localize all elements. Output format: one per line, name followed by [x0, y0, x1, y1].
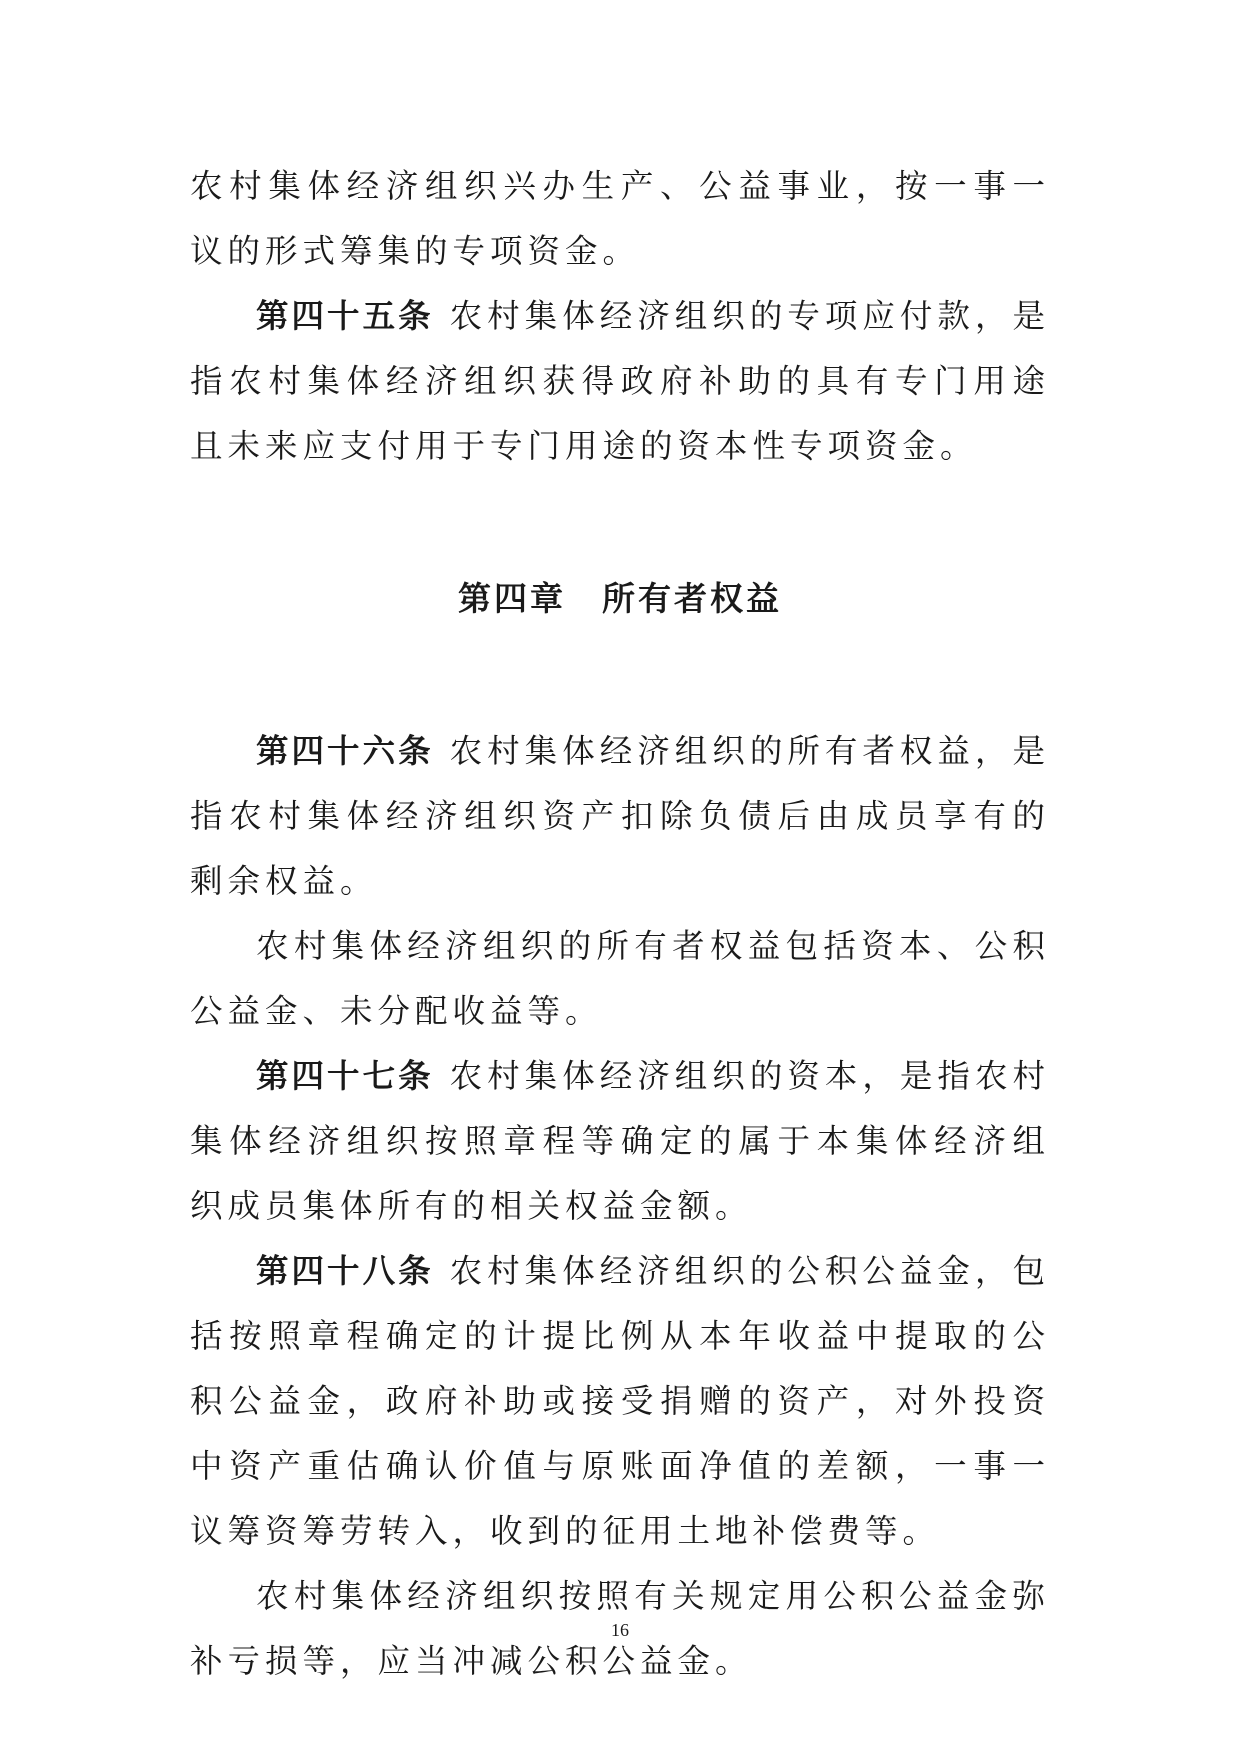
article-46-paragraph	[190, 719, 1050, 914]
article-text: 农村集体经济组织的公积公益金，包括按照章程确定的计提比例从本年收益中提取的公积公益金，政府补助或接受捐赠的资产，对外投资中资产重估确认价值与原账面净值的差额，一事一议筹资筹劳转入，收到的征用土地补偿费等。	[190, 1252, 1050, 1550]
page-body	[190, 154, 1050, 1694]
article-number: 第四十六条	[256, 732, 434, 770]
article-number: 第四十八条	[256, 1252, 434, 1290]
article-text: 农村集体经济组织的专项应付款，是指农村集体经济组织获得政府补助的具有专门用途且未来应支付用于专门用途的资本性专项资金。	[190, 297, 1050, 465]
continuation-paragraph	[190, 154, 1050, 284]
article-47-paragraph	[190, 1044, 1050, 1239]
article-text: 农村集体经济组织的所有者权益，是指农村集体经济组织资产扣除负债后由成员享有的剩余权益。	[190, 732, 1050, 900]
page-number: 16	[611, 1620, 629, 1640]
paragraph-text: 农村集体经济组织兴办生产、公益事业，按一事一议的形式筹集的专项资金。	[190, 167, 1050, 270]
paragraph-text: 农村集体经济组织的所有者权益包括资本、公积公益金、未分配收益等。	[190, 927, 1050, 1030]
article-number: 第四十七条	[256, 1057, 434, 1095]
article-45-paragraph	[190, 284, 1050, 479]
plain-paragraph	[190, 914, 1050, 1044]
article-text: 农村集体经济组织的资本，是指农村集体经济组织按照章程等确定的属于本集体经济组织成员集体所有的相关权益金额。	[190, 1057, 1050, 1225]
chapter-heading: 第四章 所有者权益	[458, 579, 782, 618]
paragraph-text: 农村集体经济组织按照有关规定用公积公益金弥补亏损等，应当冲减公积公益金。	[190, 1577, 1050, 1680]
article-48-paragraph	[190, 1239, 1050, 1564]
article-number: 第四十五条	[256, 297, 434, 335]
